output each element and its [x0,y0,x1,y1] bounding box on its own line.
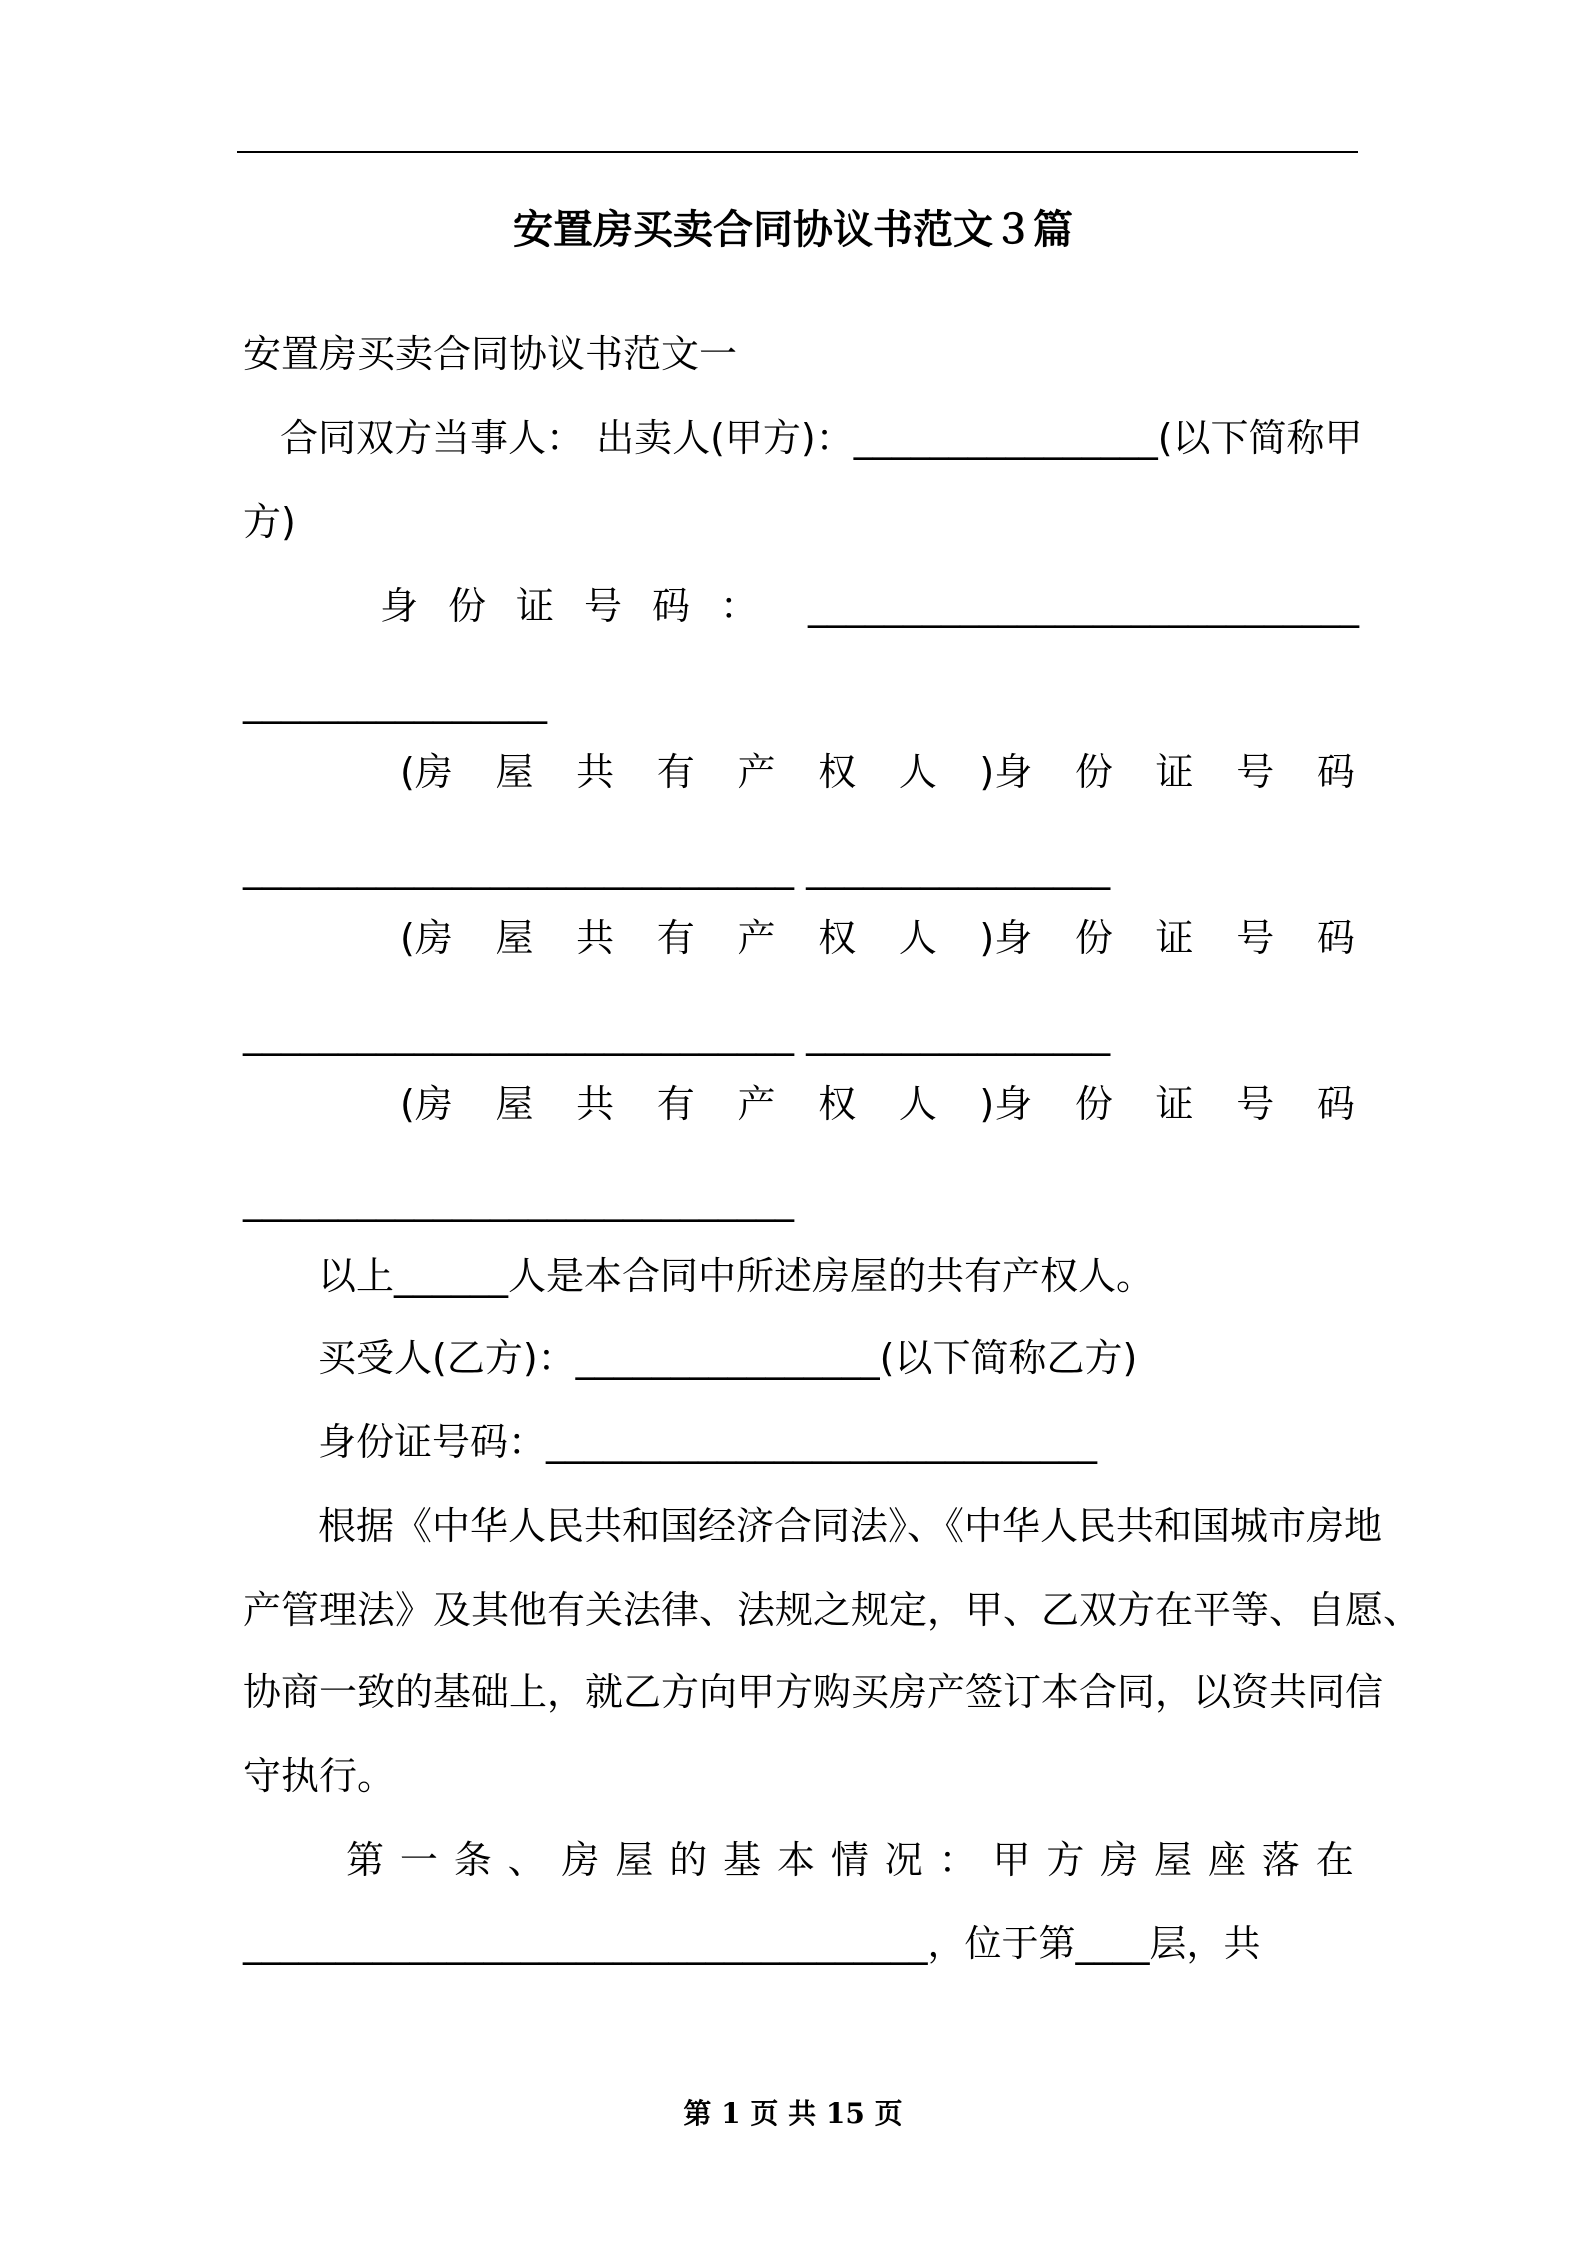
co-owner-label-2: (房 屋 共 有 产 权 人 )身 份 证 号 码 [400,916,1355,960]
header-rule [237,151,1358,153]
basis-line-3: 协商一致的基础上，就乙方向甲方购买房产签订本合同，以资共同信 [243,1670,1384,1714]
seller-id-row [380,582,1359,630]
basis-line-4: 守执行。 [243,1754,396,1798]
article-1-heading: 第 一 条 、 房 屋 的 基 本 情 况 ： 甲 方 房 屋 座 落 在 [346,1838,1354,1882]
basis-line-2: 产管理法》及其他有关法律、法规之规定，甲、乙双方在平等、自愿、 [243,1588,1422,1632]
co-owner-blank-1: _____________________________ ________________ [243,846,1111,890]
buyer-line: 买受人(乙方)：________________(以下简称乙方) [318,1336,1138,1380]
co-owner-blank-3: _____________________________ [243,1178,794,1222]
article-1-line-2: _____________________________________，位于第____层，共 [243,1922,1261,1965]
co-owner-label-1: (房 屋 共 有 产 权 人 )身 份 证 号 码 [400,750,1355,794]
document-title: 安置房买卖合同协议书范文３篇 [513,207,1073,253]
party-line-1: 合同双方当事人： 出卖人(甲方)：________________(以下简称甲 [280,416,1363,460]
buyer-id-line: 身份证号码：_____________________________ [318,1420,1098,1464]
co-owners-note: 以上______人是本合同中所述房屋的共有产权人。 [318,1254,1155,1298]
co-owner-label-3: (房 屋 共 有 产 权 人 )身 份 证 号 码 [400,1082,1355,1126]
seller-id-label: 身份证号码： [380,584,789,628]
party-line-2: 方) [243,500,296,544]
basis-line-1: 根据《中华人民共和国经济合同法》、《中华人民共和国城市房地 [318,1504,1383,1548]
seller-id-blank-2: ________________ [243,680,547,724]
section-heading: 安置房买卖合同协议书范文一 [243,332,738,376]
co-owner-blank-2: _____________________________ ________________ [243,1012,1111,1056]
page-number: 第 1 页 共 15 页 [683,2097,903,2130]
seller-id-blank: _____________________________ [808,584,1359,628]
